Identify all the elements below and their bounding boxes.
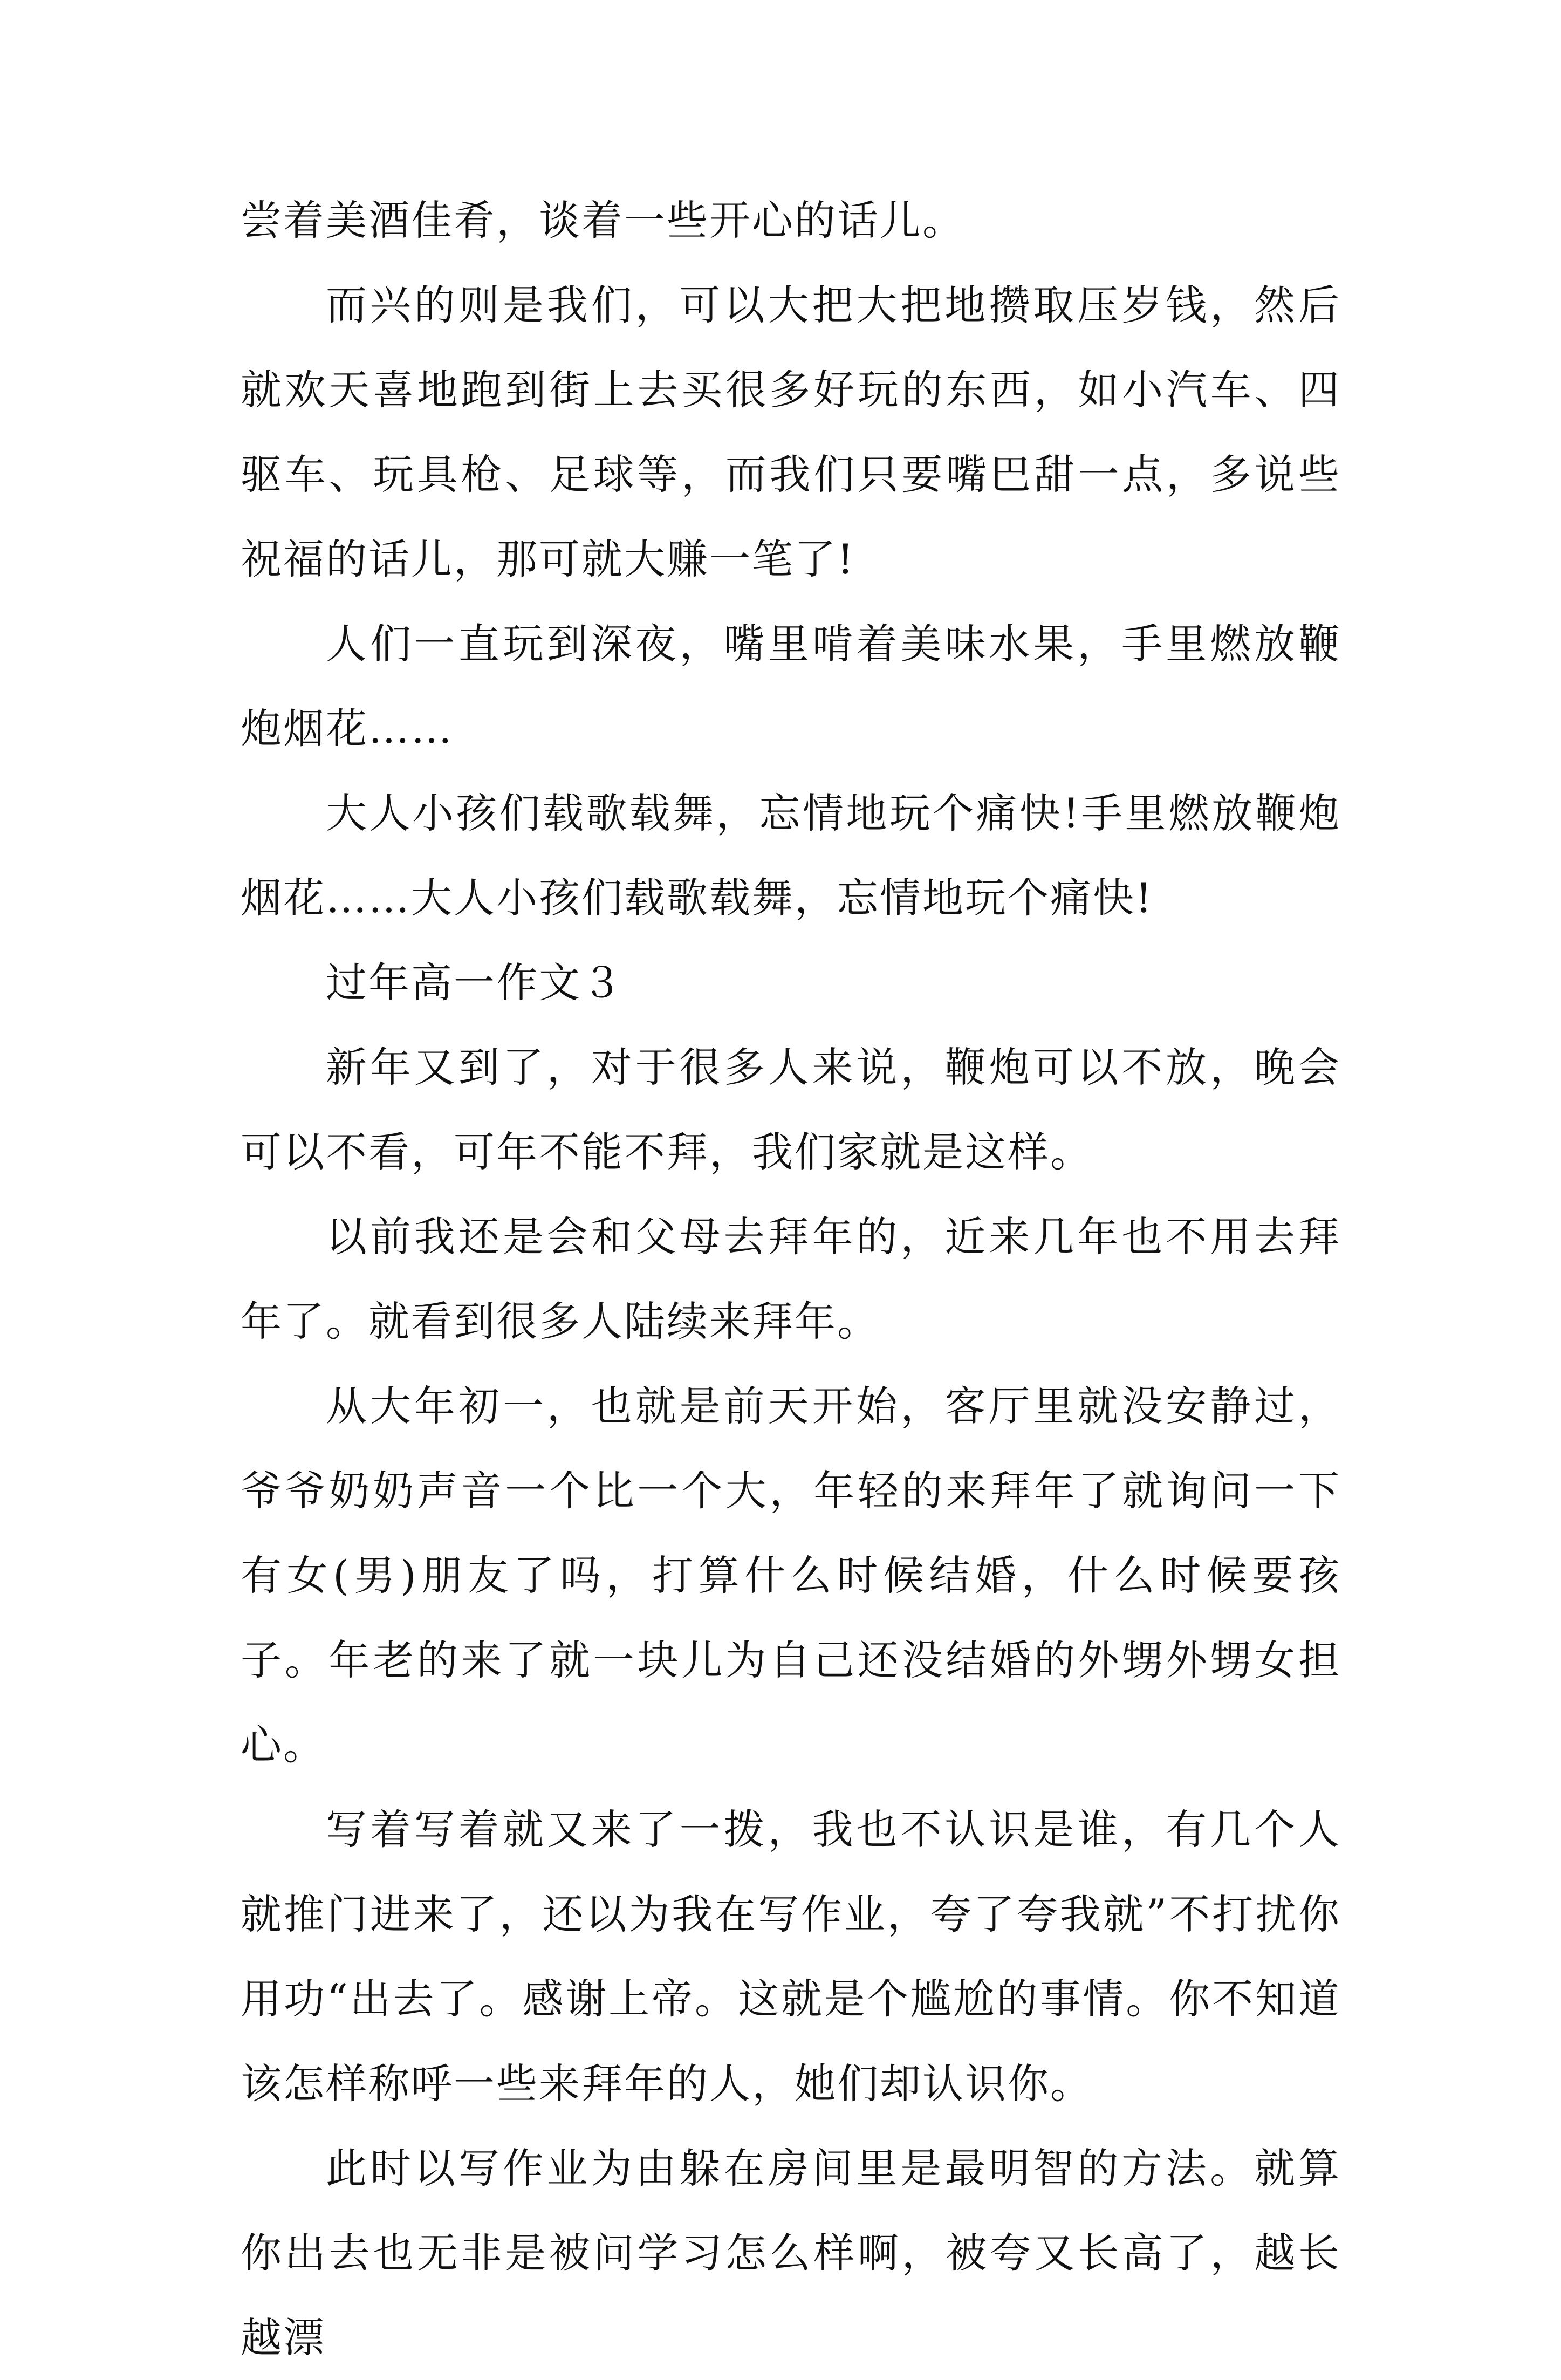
- paragraph-7: 从大年初一，也就是前天开始，客厅里就没安静过，爷爷奶奶声音一个比一个大，年轻的来拜年了就询问一下有女(男)朋友了吗，打算什么时候结婚，什么时候要孩子。年老的来了就一块儿为自己还没结婚的外甥外甥女担心。: [241, 1382, 1341, 1769]
- paragraph-9: 此时以写作业为由躲在房间里是最明智的方法。就算你出去也无非是被问学习怎么样啊，被夸又长高了，越长越漂: [241, 2144, 1341, 2362]
- paragraph-3: 人们一直玩到深夜，嘴里啃着美味水果，手里燃放鞭炮烟花……: [241, 620, 1341, 753]
- paragraph-4: 大人小孩们载歌载舞，忘情地玩个痛快!手里燃放鞭炮烟花……大人小孩们载歌载舞，忘情地玩个痛快!: [241, 789, 1341, 922]
- paragraph-8: 写着写着就又来了一拨，我也不认识是谁，有几个人就推门进来了，还以为我在写作业，夸了夸我就”不打扰你用功“出去了。感谢上帝。这就是个尴尬的事情。你不知道该怎样称呼一些来拜年的人，她们却认识你。: [241, 1805, 1341, 2108]
- paragraph-2: 而兴的则是我们，可以大把大把地攒取压岁钱，然后就欢天喜地跑到街上去买很多好玩的东西，如小汽车、四驱车、玩具枪、足球等，而我们只要嘴巴甜一点，多说些祝福的话儿，那可就大赚一笔了!: [241, 281, 1341, 583]
- document-page: [241, 178, 1341, 2380]
- section-title: 过年高一作文３: [326, 959, 624, 1007]
- paragraph-6: 以前我还是会和父母去拜年的，近来几年也不用去拜年了。就看到很多人陆续来拜年。: [241, 1213, 1341, 1345]
- paragraph-1: 尝着美酒佳肴，谈着一些开心的话儿。: [241, 196, 965, 244]
- paragraph-5: 新年又到了，对于很多人来说，鞭炮可以不放，晚会可以不看，可年不能不拜，我们家就是这样。: [241, 1043, 1341, 1176]
